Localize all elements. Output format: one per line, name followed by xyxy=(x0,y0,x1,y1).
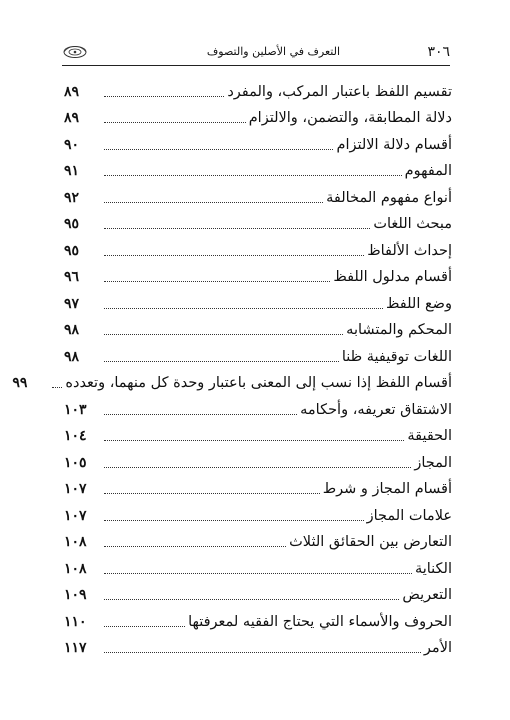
toc-entry-page: ٩٦ xyxy=(64,269,80,285)
toc-entry-title: أقسام المجاز و شرط xyxy=(322,481,452,497)
toc-entry xyxy=(64,579,452,606)
table-of-contents xyxy=(12,75,452,658)
dot-leader xyxy=(104,626,185,627)
toc-entry xyxy=(64,526,452,553)
toc-entry-title: وضع اللفظ xyxy=(386,295,452,312)
toc-entry xyxy=(64,340,452,367)
ornament-icon xyxy=(62,45,88,59)
toc-entry-page: ٨٩ xyxy=(64,110,80,126)
toc-entry-title: الحروف والأسماء التي يحتاج الفقيه لمعرفتها xyxy=(188,613,452,630)
toc-entry xyxy=(12,367,452,394)
dot-leader xyxy=(104,175,402,176)
toc-entry xyxy=(64,155,452,182)
toc-entry-title: المجاز xyxy=(414,454,452,471)
toc-entry-page: ١٠٧ xyxy=(64,481,87,497)
toc-entry-title: أقسام دلالة الالتزام xyxy=(336,136,452,153)
toc-entry-page: ٩١ xyxy=(64,163,80,179)
toc-entry-title: أنواع مفهوم المخالفة xyxy=(326,189,452,206)
toc-entry-title: أقسام مدلول اللفظ xyxy=(333,269,452,285)
toc-entry-page: ٩٢ xyxy=(64,189,80,206)
toc-entry-page: ٩٠ xyxy=(64,136,80,153)
dot-leader xyxy=(104,467,411,468)
toc-entry-page: ١٠٩ xyxy=(64,587,87,603)
toc-entry xyxy=(64,473,452,500)
toc-entry xyxy=(64,393,452,420)
toc-entry-title: التعريض xyxy=(402,587,452,603)
dot-leader xyxy=(104,546,286,547)
dot-leader xyxy=(104,281,330,282)
toc-entry-title: أقسام اللفظ إذا نسب إلى المعنى باعتبار وحدة كل منهما، وتعدده xyxy=(65,375,452,391)
dot-leader xyxy=(104,255,364,256)
toc-entry-title: التعارض بين الحقائق الثلاث xyxy=(289,534,452,550)
toc-entry xyxy=(64,102,452,129)
running-header xyxy=(62,43,450,66)
toc-entry-page: ٩٥ xyxy=(64,242,80,259)
toc-entry-page: ١١٧ xyxy=(64,640,87,656)
dot-leader xyxy=(104,493,320,494)
toc-entry-page: ١٠٧ xyxy=(64,507,87,524)
dot-leader xyxy=(104,440,404,441)
book-title: التعرف في الأصلين والتصوف xyxy=(206,45,340,58)
toc-entry xyxy=(64,552,452,579)
dot-leader xyxy=(104,149,333,150)
toc-entry-title: الحقيقة xyxy=(407,428,452,444)
toc-entry-title: المحكم والمتشابه xyxy=(346,322,452,338)
toc-entry-page: ١١٠ xyxy=(64,613,87,630)
toc-entry xyxy=(64,75,452,102)
toc-entry-title: اللغات توقيفية ظنا xyxy=(341,348,452,365)
toc-entry-title: الاشتقاق تعريفه، وأحكامه xyxy=(300,401,452,418)
page-number: ٣٠٦ xyxy=(427,44,450,60)
dot-leader xyxy=(104,334,343,335)
toc-entry-title: الأمر xyxy=(423,640,452,656)
toc-entry-page: ١٠٨ xyxy=(64,560,87,577)
dot-leader xyxy=(104,96,224,97)
toc-entry xyxy=(64,208,452,235)
dot-leader xyxy=(104,414,297,415)
toc-entry-page: ١٠٥ xyxy=(64,454,87,471)
toc-entry-title: الكناية xyxy=(414,560,452,577)
dot-leader xyxy=(104,599,399,600)
toc-entry-page: ٩٩ xyxy=(12,375,28,391)
toc-entry xyxy=(64,234,452,261)
toc-entry xyxy=(64,632,452,659)
toc-entry xyxy=(64,128,452,155)
toc-entry-page: ٩٧ xyxy=(64,295,80,312)
toc-entry-page: ٨٩ xyxy=(64,83,80,100)
toc-entry xyxy=(64,420,452,447)
toc-entry-title: علامات المجاز xyxy=(366,507,452,524)
toc-entry xyxy=(64,181,452,208)
dot-leader xyxy=(104,652,421,653)
dot-leader xyxy=(104,361,339,362)
dot-leader xyxy=(104,202,323,203)
toc-entry xyxy=(64,261,452,288)
dot-leader xyxy=(104,573,412,574)
toc-entry xyxy=(64,287,452,314)
toc-entry-page: ١٠٨ xyxy=(64,534,87,550)
toc-entry-title: المفهوم xyxy=(404,163,452,179)
dot-leader xyxy=(104,228,370,229)
toc-entry xyxy=(64,499,452,526)
dot-leader xyxy=(104,122,246,123)
toc-entry-title: دلالة المطابقة، والتضمن، والالتزام xyxy=(248,110,452,126)
dot-leader xyxy=(104,520,364,521)
toc-entry-page: ١٠٤ xyxy=(64,428,87,444)
toc-entry xyxy=(64,446,452,473)
toc-entry xyxy=(64,605,452,632)
toc-entry-title: مبحث اللغات xyxy=(373,216,452,232)
dot-leader xyxy=(104,308,383,309)
toc-entry-page: ٩٨ xyxy=(64,322,80,338)
toc-entry-page: ١٠٣ xyxy=(64,401,87,418)
toc-entry-title: إحداث الألفاظ xyxy=(367,242,452,259)
toc-entry-title: تقسيم اللفظ باعتبار المركب، والمفرد xyxy=(227,83,452,100)
dot-leader xyxy=(52,387,62,388)
toc-entry-page: ٩٥ xyxy=(64,216,80,232)
toc-entry-page: ٩٨ xyxy=(64,348,80,365)
toc-entry xyxy=(64,314,452,341)
